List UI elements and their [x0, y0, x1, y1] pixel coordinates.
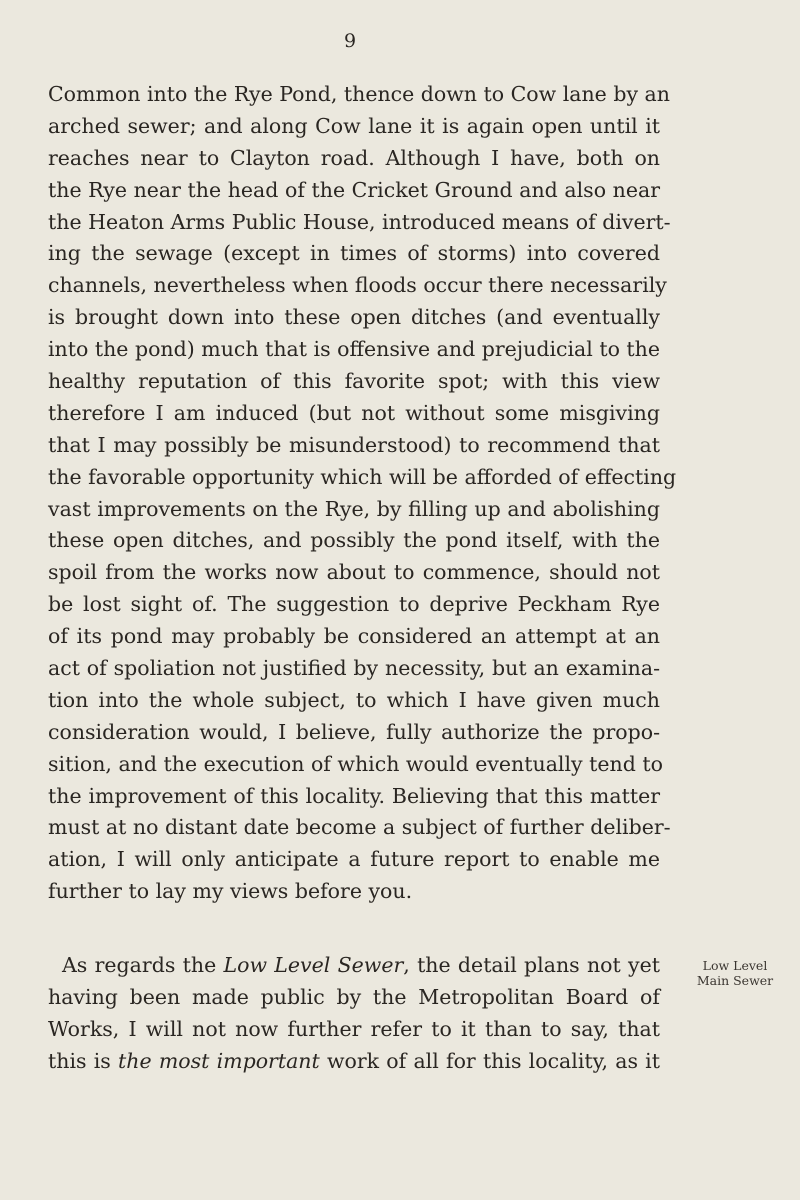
paragraph-line: tion into the whole subject, to which I have given much: [48, 687, 660, 712]
paragraph-line: the Rye near the head of the Cricket Ground and also near: [48, 177, 660, 202]
paragraph-line: further to lay my views before you.: [48, 879, 413, 904]
margin-note: [676, 958, 794, 988]
paragraph-line: sition, and the execution of which would eventually tend to: [48, 751, 663, 776]
paragraph-line: this is the most important work of all for this locality, as it: [48, 1048, 660, 1073]
paragraph-line: having been made public by the Metropolitan Board of: [48, 984, 660, 1009]
paragraph-line: into the pond) much that is offensive and prejudicial to the: [48, 337, 661, 362]
paragraph-line: of its pond may probably be considered an attempt at an: [48, 624, 660, 649]
paragraph-line: be lost sight of. The suggestion to deprive Peckham Rye: [48, 592, 660, 617]
paragraph-line: therefore I am induced (but not without some misgiving: [48, 400, 660, 425]
paragraph-line: healthy reputation of this favorite spot; with this view: [48, 369, 660, 394]
paragraph-line: the improvement of this locality. Believing that this matter: [48, 783, 660, 808]
paragraph-line: is brought down into these open ditches (and eventually: [48, 305, 660, 330]
margin-note-line: Low Level: [702, 958, 768, 973]
paragraph-line: Works, I will not now further refer to it than to say, that: [48, 1016, 660, 1041]
paragraph-line: spoil from the works now about to commence, should not: [48, 560, 660, 585]
body-paragraph-1: [48, 79, 677, 908]
margin-note-line: Main Sewer: [696, 973, 774, 988]
paragraph-line: the Heaton Arms Public House, introduced means of divert-: [48, 209, 671, 234]
paragraph-line: As regards the Low Level Sewer, the detail plans not yet: [62, 953, 660, 977]
body-paragraph-2: [48, 950, 660, 1078]
page-number: 9: [343, 30, 357, 52]
paragraph-line: Common into the Rye Pond, thence down to Cow lane by an: [48, 82, 670, 106]
italic-term-low-level-sewer: Low Level Sewer: [223, 953, 404, 977]
paragraph-line: ation, I will only anticipate a future report to enable me: [48, 847, 660, 872]
paragraph-line: arched sewer; and along Cow lane it is again open until it: [48, 113, 660, 138]
paragraph-line: vast improvements on the Rye, by filling up and abolishing: [48, 496, 660, 521]
paragraph-line: must at no distant date become a subject of further deliber-: [48, 815, 671, 840]
italic-phrase-most-important: the most important: [118, 1048, 320, 1073]
paragraph-line: act of spoliation not justified by necessity, but an examina-: [48, 656, 660, 681]
paragraph-line: reaches near to Clayton road. Although I have, both on: [48, 145, 660, 170]
paragraph-line: that I may possibly be misunderstood) to recommend that: [48, 432, 660, 457]
paragraph-line: these open ditches, and possibly the pond itself, with the: [48, 528, 660, 553]
paragraph-line: consideration would, I believe, fully authorize the propo-: [48, 719, 660, 744]
paragraph-line: ing the sewage (except in times of storms) into covered: [48, 241, 660, 266]
paragraph-line: channels, nevertheless when floods occur there necessarily: [48, 273, 667, 298]
paragraph-line: the favorable opportunity which will be afforded of effecting: [48, 464, 677, 489]
